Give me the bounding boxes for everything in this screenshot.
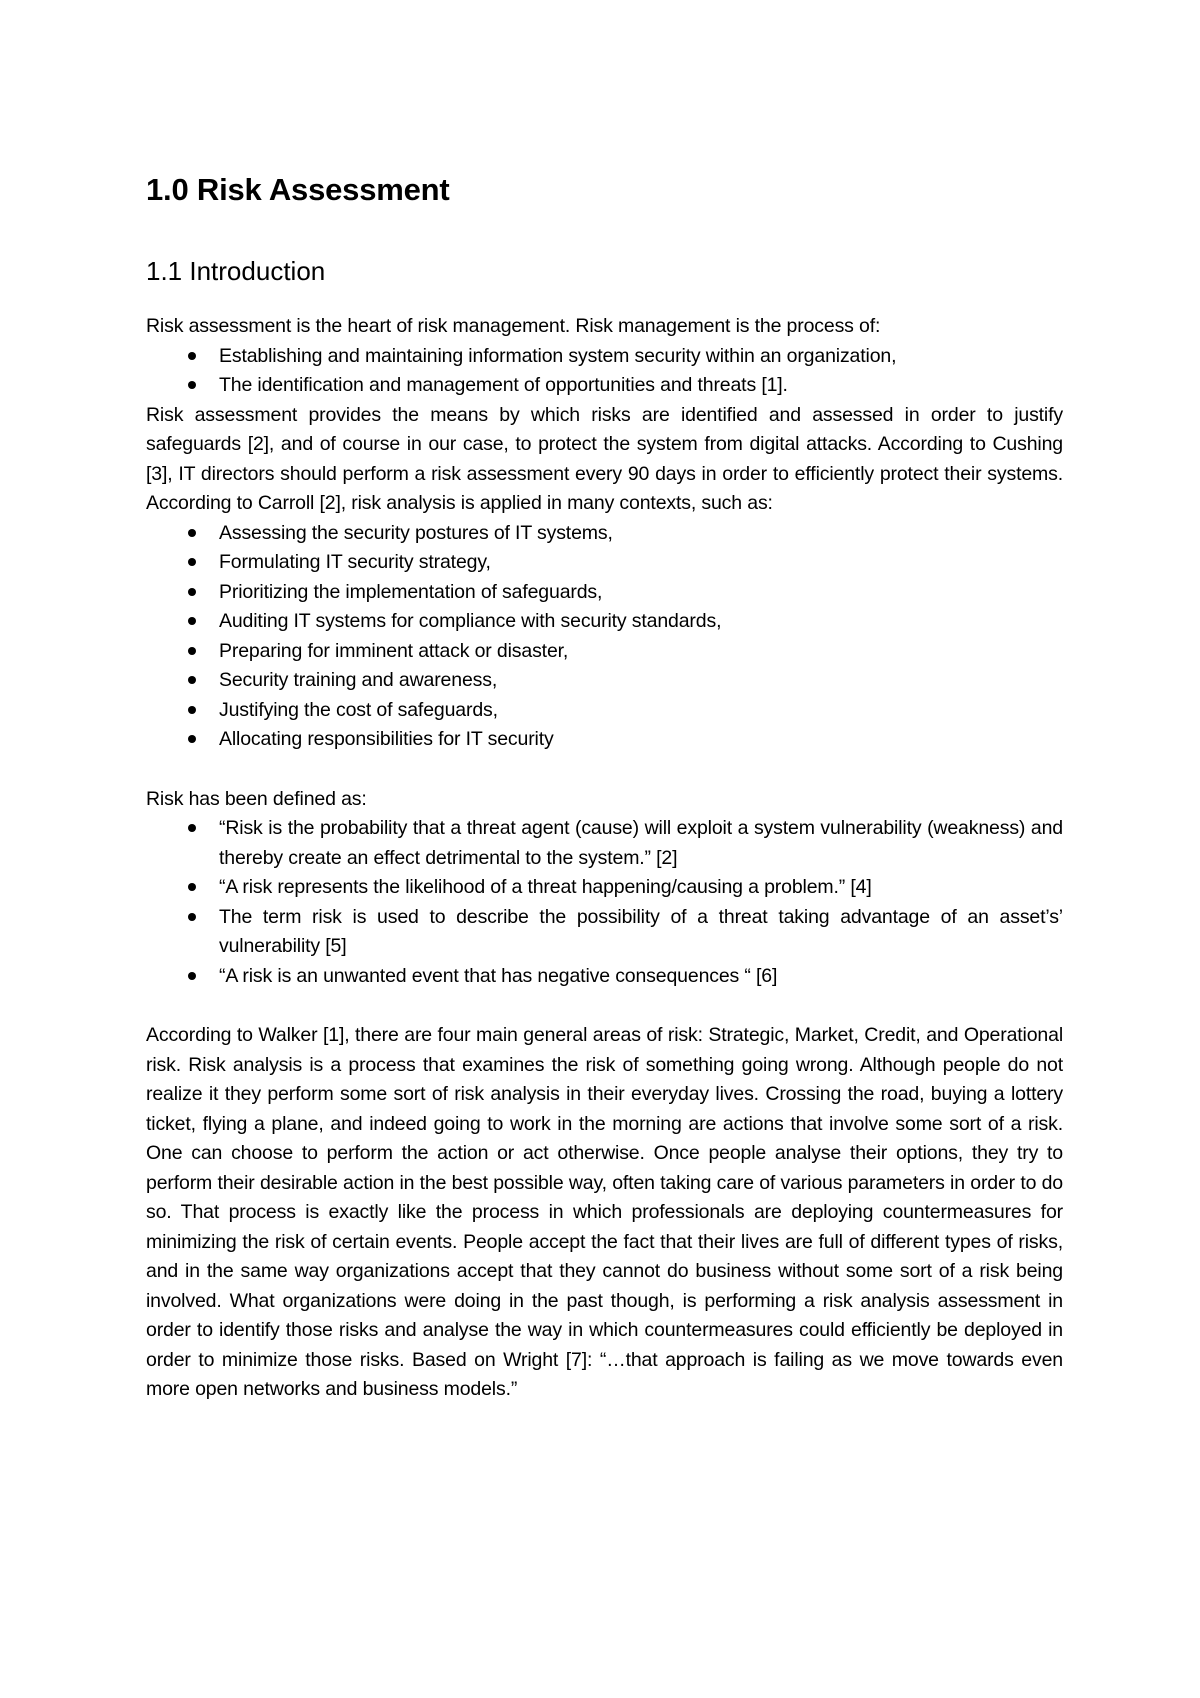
document-content — [146, 170, 1063, 1405]
list-item-text: “A risk represents the likelihood of a threat happening/causing a problem.” [4] — [219, 876, 872, 898]
list-item-text: Assessing the security postures of IT systems, — [219, 521, 613, 544]
closing-paragraph: According to Walker [1], there are four main general areas of risk: Strategic, Market, Credit, and Operational risk. Risk analysis is a process that examines the risk of something going wrong. Although people do not realize it they perform some sort of risk analysis in their everyday lives. Crossing the road, buying a lottery ticket, flying a plane, and indeed going to work in the morning are actions that involve some sort of a risk. One can choose to perform the action or act otherwise. Once people analyse their options, they try to perform their desirable action in the best possible way, often taking care of various parameters in order to do so. That process is exactly like the process in which professionals are deploying countermeasures for minimizing the risk of certain events. People accept the fact that their lives are full of different types of risks, and in the same way organizations accept that they cannot do business without some sort of a risk being involved. What organizations were doing in the past though, is performing a risk analysis assessment in order to identify those risks and analyse the way in which countermeasures could efficiently be deployed in order to minimize those risks. Based on Wright [7]: “…that approach is failing as we move towards even more open networks and business models.” — [146, 1024, 1063, 1400]
list-item — [146, 578, 1063, 608]
list-item — [146, 725, 1063, 755]
paragraph-spacer — [146, 991, 1063, 1021]
list-item — [146, 548, 1063, 578]
list-item — [146, 666, 1063, 696]
list-item-text: Establishing and maintaining information system security within an organization, — [219, 344, 897, 367]
bullet-icon — [188, 735, 196, 743]
process-list — [146, 342, 1063, 401]
list-item-text: “A risk is an unwanted event that has negative consequences “ [6] — [219, 964, 778, 987]
list-item-text: Prioritizing the implementation of safeguards, — [219, 580, 603, 603]
bullet-icon — [188, 588, 196, 596]
list-item — [146, 814, 1063, 873]
paragraph-spacer — [146, 755, 1063, 785]
bullet-icon — [188, 913, 196, 921]
list-item-text: Auditing IT systems for compliance with security standards, — [219, 610, 722, 632]
bullet-icon — [188, 972, 196, 980]
list-item-text: Preparing for imminent attack or disaster, — [219, 639, 569, 662]
list-item — [146, 607, 1063, 637]
list-item — [146, 371, 1063, 401]
bullet-icon — [188, 529, 196, 537]
bullet-icon — [188, 617, 196, 625]
list-item-text: Allocating responsibilities for IT security — [219, 728, 554, 750]
list-item-text: Formulating IT security strategy, — [219, 551, 491, 573]
context-list — [146, 519, 1063, 755]
bullet-icon — [188, 558, 196, 566]
bullet-icon — [188, 883, 196, 891]
list-item — [146, 519, 1063, 549]
bullet-icon — [188, 352, 196, 360]
assessment-paragraph: Risk assessment provides the means by which risks are identified and assessed in order to justify safeguards [2], and of course in our case, to protect the system from digital attacks. According to Cushing [3], IT directors should perform a risk assessment every 90 days in order to efficiently protect their systems. According to Carroll [2], risk analysis is applied in many contexts, such as: — [146, 403, 1063, 514]
definition-list — [146, 814, 1063, 991]
document-title: 1.0 Risk Assessment — [146, 172, 450, 207]
list-item-text: “Risk is the probability that a threat agent (cause) will exploit a system vulnerability (weakness) and thereby create an effect detrimental to the system.” [2] — [219, 817, 1063, 869]
definition-intro: Risk has been defined as: — [146, 787, 367, 810]
list-item — [146, 637, 1063, 667]
list-item — [146, 903, 1063, 962]
list-item-text: The term risk is used to describe the possibility of a threat taking advantage of an asset’s’ vulnerability [5] — [219, 905, 1063, 957]
intro-paragraph: Risk assessment is the heart of risk management. Risk management is the process of: — [146, 315, 881, 337]
list-item — [146, 873, 1063, 903]
list-item — [146, 696, 1063, 726]
list-item-text: Justifying the cost of safeguards, — [219, 698, 498, 721]
list-item — [146, 342, 1063, 372]
bullet-icon — [188, 647, 196, 655]
list-item-text: The identification and management of opportunities and threats [1]. — [219, 374, 788, 396]
list-item-text: Security training and awareness, — [219, 669, 498, 691]
bullet-icon — [188, 381, 196, 389]
section-heading: 1.1 Introduction — [146, 256, 326, 286]
list-item — [146, 962, 1063, 992]
bullet-icon — [188, 676, 196, 684]
bullet-icon — [188, 824, 196, 832]
bullet-icon — [188, 706, 196, 714]
